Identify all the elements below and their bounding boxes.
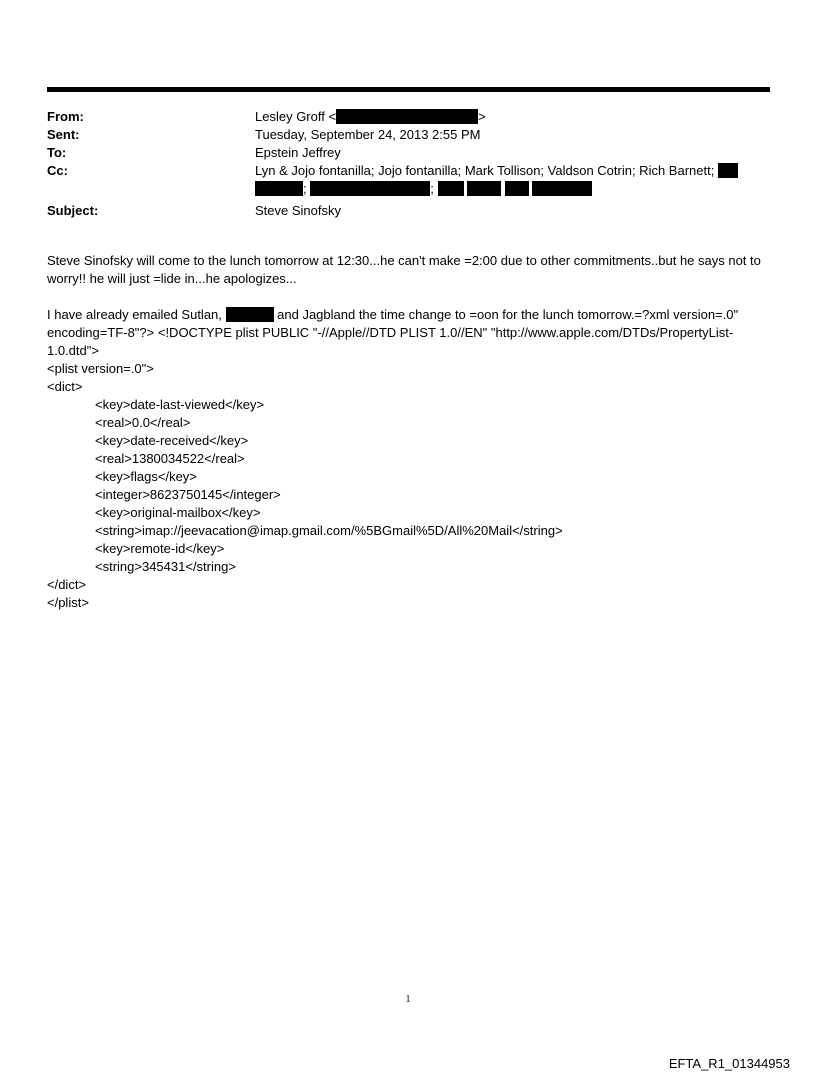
document-id: EFTA_R1_01344953 — [668, 1056, 790, 1071]
p2-start: I have already emailed Sutlan, — [47, 307, 222, 322]
dict-line: <real>0.0</real> — [95, 415, 191, 430]
to-label: To: — [47, 145, 67, 160]
subject-value: Steve Sinofsky — [255, 203, 341, 218]
to-value: Epstein Jeffrey — [255, 145, 341, 160]
plist-close: </plist> — [47, 595, 89, 610]
page-number: 1 — [405, 994, 411, 1005]
from-value — [255, 108, 770, 126]
plist-open: <plist version=.0"> — [47, 361, 154, 376]
dict-line: <real>1380034522</real> — [95, 451, 245, 466]
sent-row — [47, 126, 770, 144]
redaction-box — [718, 163, 738, 178]
from-row — [47, 108, 770, 126]
dict-line: <key>date-last-viewed</key> — [95, 397, 265, 412]
body-paragraph-2 — [47, 306, 770, 360]
dict-line: <key>flags</key> — [95, 469, 197, 484]
from-name: Lesley Groff < — [255, 109, 337, 124]
redaction-box — [310, 181, 430, 196]
redaction-box — [255, 181, 303, 196]
sent-label: Sent: — [47, 127, 80, 142]
cc-separator: ; — [303, 181, 307, 196]
redaction-box — [336, 109, 478, 124]
redaction-box — [226, 307, 274, 322]
redaction-box — [467, 181, 501, 196]
body-paragraph-1: Steve Sinofsky will come to the lunch tomorrow at 12:30...he can't make =2:00 due to other commitments..but he says not to worry!! he will just =lide in...he apologizes... — [47, 253, 761, 286]
dict-open: <dict> — [47, 379, 83, 394]
cc-names: Lyn & Jojo fontanilla; Jojo fontanilla; Mark Tollison; Valdson Cotrin; Rich Barnett; — [255, 163, 715, 178]
email-body — [47, 252, 770, 612]
sent-value: Tuesday, September 24, 2013 2:55 PM — [255, 127, 481, 142]
from-label: From: — [47, 109, 84, 124]
subject-row — [47, 202, 770, 220]
dict-line: <string>345431</string> — [95, 559, 236, 574]
to-row — [47, 144, 770, 162]
dict-line: <string>imap://jeevacation@imap.gmail.com/%5BGmail%5D/All%20Mail</string> — [95, 523, 563, 538]
dict-line: <integer>8623750145</integer> — [95, 487, 281, 502]
dict-close: </dict> — [47, 577, 87, 592]
from-suffix: > — [478, 109, 486, 124]
cc-label: Cc: — [47, 163, 68, 178]
cc-row — [47, 162, 770, 198]
redaction-box — [438, 181, 464, 196]
cc-value — [255, 162, 770, 198]
dict-line: <key>date-received</key> — [95, 433, 249, 448]
redaction-box — [505, 181, 529, 196]
redaction-box — [532, 181, 592, 196]
p2-rest: and Jagbland the time change to =oon for the lunch tomorrow.=?xml version=.0" encoding=TF-8"?> <!DOCTYPE plist PUBLIC "-//Apple//DTD PLIST 1.0//EN" "http://www.apple.com/DTDs/PropertyList-1.0.dtd"> — [47, 307, 739, 358]
dict-line: <key>original-mailbox</key> — [95, 505, 261, 520]
subject-label: Subject: — [47, 203, 99, 218]
dict-line: <key>remote-id</key> — [95, 541, 225, 556]
header-divider — [47, 87, 770, 92]
cc-separator: ; — [430, 181, 434, 196]
email-header — [47, 108, 770, 220]
